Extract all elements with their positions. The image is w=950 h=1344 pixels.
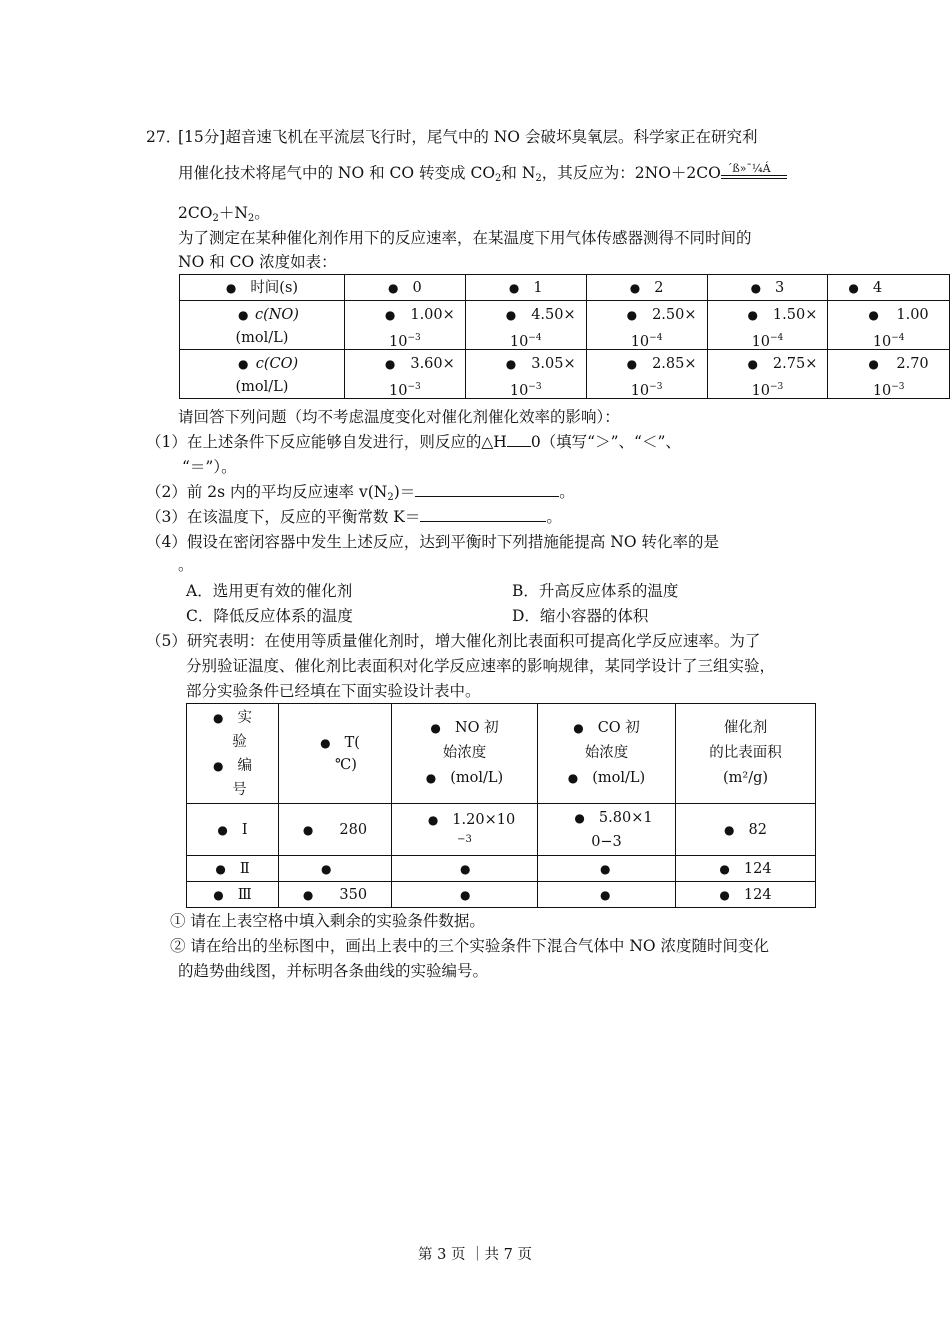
no-initial-conc: ●	[392, 882, 538, 908]
no-value: ● 1.50× $10^{-4}$	[707, 301, 828, 350]
design-row-2	[187, 856, 816, 882]
note-1: ① 请在上表空格中填入剩余的实验条件数据。	[170, 912, 485, 930]
option-b: B．升高反应体系的温度	[512, 582, 679, 600]
no-value: ● 1.00× $10^{-3}$	[344, 301, 465, 350]
catalyst-area: ● 82	[676, 804, 816, 856]
temperature: ● 350	[279, 882, 392, 908]
no-value: ● 1.00 $10^{-4}$	[828, 301, 950, 350]
note-2-line-1: ② 请在给出的坐标图中，画出上表中的三个实验条件下混合气体中 NO 浓度随时间变化	[170, 937, 770, 955]
time-header: ● 时间(s)	[180, 275, 345, 301]
co-value: ● 3.05× $10^{-3}$	[465, 350, 586, 399]
intro-line-1: [15分]超音速飞机在平流层飞行时，尾气中的 NO 会破坏臭氧层。科学家正在研究利	[178, 128, 758, 146]
question-number: 27．	[146, 128, 182, 146]
co-header: ● c(CO) (mol/L)	[180, 350, 345, 399]
header-catalyst-area: 催化剂 的比表面积 (m²/g)	[676, 704, 816, 804]
exp-id: ● Ⅲ	[187, 882, 279, 908]
q5-line-2: 分别验证温度、催化剂比表面积对化学反应速率的影响规律，某同学设计了三组实验，	[186, 657, 776, 675]
time-row	[180, 275, 950, 301]
measure-line-2: NO 和 CO 浓度如表：	[178, 253, 337, 271]
q4-line-1: （4）假设在密闭容器中发生上述反应，达到平衡时下列措施能提高 NO 转化率的是	[146, 533, 719, 551]
temperature: ●	[279, 856, 392, 882]
q4-line-2: 。	[178, 556, 194, 574]
catalyst-sign: ´ß»¯¼Á	[721, 162, 787, 184]
q5-line-3: 部分实验条件已经填在下面实验设计表中。	[186, 682, 481, 700]
page-footer: 第 3 页 ｜共 7 页	[418, 1247, 532, 1263]
experiment-design-table	[186, 703, 816, 908]
option-c: C．降低反应体系的温度	[186, 607, 353, 625]
design-row-3	[187, 882, 816, 908]
no-value: ● 2.50× $10^{-4}$	[586, 301, 707, 350]
products-line: $2CO_2+N_2$。	[178, 204, 270, 224]
intro-line-2: 用催化技术将尾气中的 NO 和 CO 转变成 $CO_2$和 $N_2$，其反应为：2NO＋2CO ´ß»¯¼Á	[178, 162, 787, 190]
header-temperature: ● T( ℃)	[279, 704, 392, 804]
catalyst-area: ● 124	[676, 856, 816, 882]
option-d: D．缩小容器的体积	[512, 607, 649, 625]
time-cell: ● 3	[707, 275, 828, 301]
temperature: ● 280	[279, 804, 392, 856]
no-row	[180, 301, 950, 350]
header-exp-id: ● 实 验 ● 编 号	[187, 704, 279, 804]
time-cell: ● 1	[465, 275, 586, 301]
note-2-line-2: 的趋势曲线图，并标明各条曲线的实验编号。	[178, 962, 489, 980]
exp-id: ● Ⅱ	[187, 856, 279, 882]
co-initial-conc: ●	[538, 882, 676, 908]
q3-line: （3）在该温度下，反应的平衡常数 K＝ 。	[146, 508, 562, 526]
time-cell: ● 4	[828, 275, 950, 301]
no-initial-conc: ●	[392, 856, 538, 882]
co-initial-conc: ●	[538, 856, 676, 882]
q1-line-1: （1）在上述条件下反应能够自发进行，则反应的△H 0（填写“＞”、“＜”、	[146, 433, 681, 451]
q2-line: （2）前 2s 内的平均反应速率 $v(N_2)=$ 。	[146, 483, 575, 503]
prompt: 请回答下列问题（均不考虑温度变化对催化剂催化效率的影响）：	[178, 408, 620, 426]
time-cell: ● 2	[586, 275, 707, 301]
header-co-conc: ● CO 初 始浓度 ● (mol/L)	[538, 704, 676, 804]
concentration-table	[179, 274, 950, 399]
no-value: ● 4.50× $10^{-4}$	[465, 301, 586, 350]
no-header: ● c(NO) (mol/L)	[180, 301, 345, 350]
measure-line-1: 为了测定在某种催化剂作用下的反应速率，在某温度下用气体传感器测得不同时间的	[178, 229, 752, 247]
design-row-1	[187, 804, 816, 856]
co-value: ● 2.70 $10^{-3}$	[828, 350, 950, 399]
header-no-conc: ● NO 初 始浓度 ● (mol/L)	[392, 704, 538, 804]
q5-line-1: （5）研究表明：在使用等质量催化剂时，增大催化剂比表面积可提高化学反应速率。为了	[146, 632, 761, 650]
no-initial-conc: ● 1.20×10 −3	[392, 804, 538, 856]
design-header-row	[187, 704, 816, 804]
co-row	[180, 350, 950, 399]
co-value: ● 3.60× $10^{-3}$	[344, 350, 465, 399]
co-value: ● 2.75× $10^{-3}$	[707, 350, 828, 399]
co-value: ● 2.85× $10^{-3}$	[586, 350, 707, 399]
catalyst-area: ● 124	[676, 882, 816, 908]
co-initial-conc: ● 5.80×1 0−3	[538, 804, 676, 856]
option-a: A．选用更有效的催化剂	[186, 582, 353, 600]
q1-line-2: “＝”）。	[182, 458, 237, 476]
exp-id: ● Ⅰ	[187, 804, 279, 856]
time-cell: ● 0	[344, 275, 465, 301]
